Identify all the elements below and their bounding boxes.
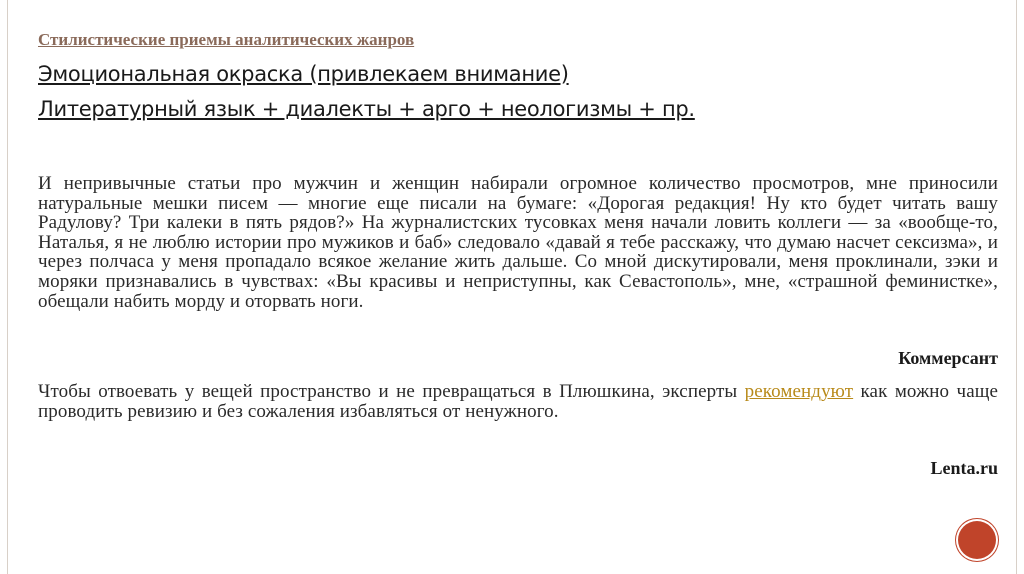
slide-title: Стилистические приемы аналитических жанров <box>38 30 415 49</box>
source-lenta: Lenta.ru <box>930 458 998 478</box>
page-badge-circle <box>958 521 996 559</box>
quote-lenta <box>38 382 998 421</box>
recommend-link[interactable]: рекомендуют <box>744 381 854 402</box>
heading-emotional-coloring: Эмоциональная окраска (привлекаем внимание) <box>38 62 569 86</box>
quote-kommersant: И непривычные статьи про мужчин и женщин набирали огромное количество просмотров, мне приносили натуральные мешки писем — многие еще писали на бумаге: «Дорогая редакция! Ну кто будет читать вашу Радулову? Три калеки в пять рядов?» На журналистских тусовках меня начали ловить коллеги — за «вообще-то, Наталья, я не люблю истории про мужиков и баб» следовало «давай я тебе расскажу, что думаю насчет сексизма», и через полчаса у меня пропадало всякое желание жить дальше. Со мной дискутировали, меня проклинали, зэки и моряки признавались в чувствах: «Вы красивы и неприступны, как Севастополь», мне, «страшной феминистке», обещали набить морду и оторвать ноги. <box>38 173 998 312</box>
quote-lenta-after: как можно чаще проводить ревизию и без сожаления избавляться от ненужного. <box>38 381 999 422</box>
slide-frame-left <box>7 0 8 574</box>
source-kommersant: Коммерсант <box>898 348 998 368</box>
slide-frame-right <box>1016 0 1017 574</box>
heading-language-mix: Литературный язык + диалекты + арго + неологизмы + пр. <box>38 97 695 121</box>
quote-lenta-before: Чтобы отвоевать у вещей пространство и не превращаться в Плюшкина, эксперты <box>38 381 745 402</box>
